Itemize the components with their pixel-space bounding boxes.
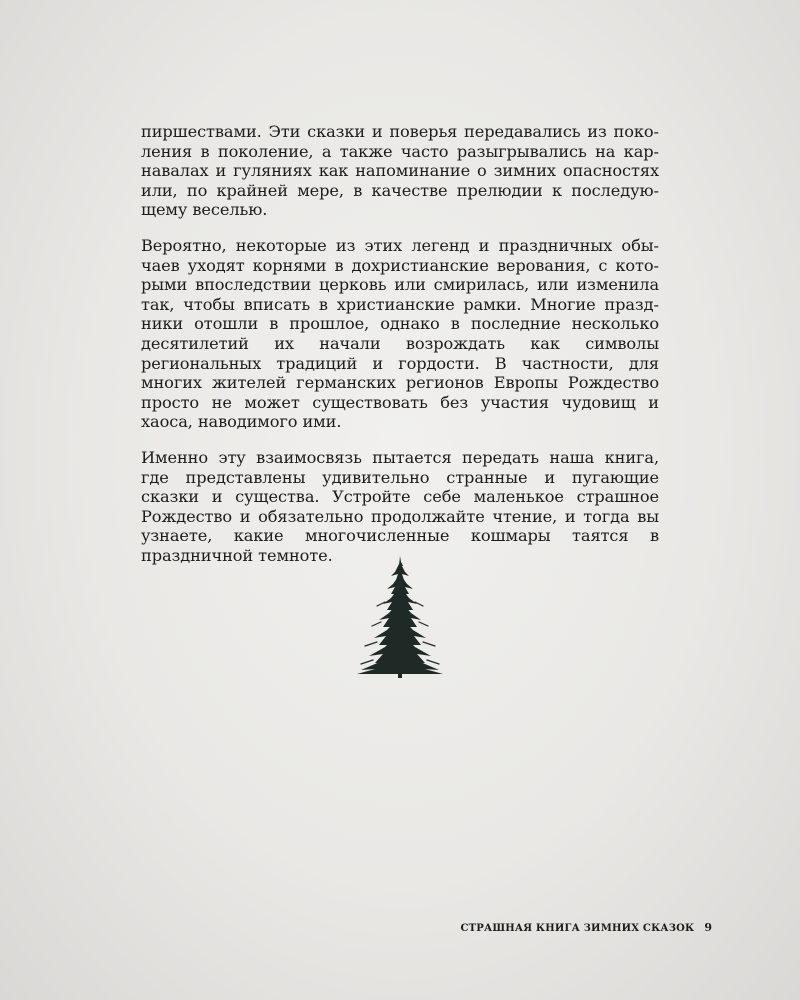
body-text [141, 122, 659, 581]
running-footer [460, 921, 712, 934]
page-number: 9 [704, 921, 712, 934]
paragraph-1: пиршествами. Эти сказки и поверья передавались из поколения в поколение, а также часто разыгрывались на карнавалах и гуляниях как напоминание о зимних опасностях или, по крайней мере, в качестве прелюдии к последующему веселью. [141, 122, 659, 220]
paragraph-3: Именно эту взаимосвязь пытается передать наша книга, где представлены удивительно странные и пугающие сказки и существа. Устройте себе маленькое страшное Рождество и обязательно продолжайте чтение, и тогда вы узнаете, какие многочисленные кошмары таятся в праздничной темноте. [141, 447, 659, 565]
fir-tree-icon [355, 556, 445, 678]
book-title: СТРАШНАЯ КНИГА ЗИМНИХ СКАЗОК [460, 923, 695, 934]
paragraph-2: Вероятно, некоторые из этих легенд и праздничных обычаев уходят корнями в дохристианские верования, с которыми впоследствии церковь или смирилась, или изменила так, чтобы вписать в христианские рамки. Многие праздники отошли в прошлое, однако в последние несколько десятилетий их начали возрождать как символы региональных традиций и гордости. В частности, для многих жителей германских регионов Европы Рождество просто не может существовать без участия чудовищ и хаоса, наводимого ими. [141, 235, 659, 432]
